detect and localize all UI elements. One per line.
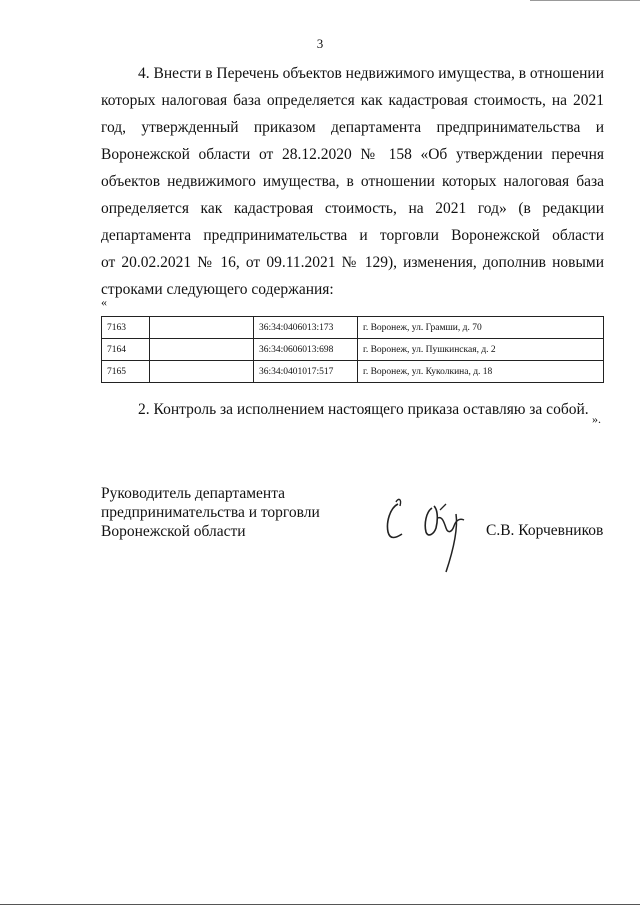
paragraph-line: Воронежской области от 28.12.2020 № 158 «Об утверждении перечня bbox=[101, 146, 604, 163]
paragraph-line: объектов недвижимого имущества, в отношении которых налоговая база bbox=[101, 173, 604, 190]
table-cell-blank bbox=[150, 317, 254, 339]
opening-quote: « bbox=[101, 295, 107, 309]
table-cell-cadastral: 36:34:0401017:517 bbox=[254, 361, 358, 383]
paragraph-2: 2. Контроль за исполнением настоящего приказа оставляю за собой. bbox=[138, 401, 589, 418]
table-cell-number: 7165 bbox=[102, 361, 150, 383]
table-cell-number: 7163 bbox=[102, 317, 150, 339]
handwritten-signature bbox=[380, 488, 480, 578]
table-row bbox=[102, 361, 604, 383]
table-cell-cadastral: 36:34:0606013:698 bbox=[254, 339, 358, 361]
paragraph-line: определяется как кадастровая стоимость, на 2021 год» (в редакции bbox=[101, 200, 604, 217]
table-cell-address: г. Воронеж, ул. Куколкина, д. 18 bbox=[358, 361, 604, 383]
position-line: Руководитель департамента bbox=[101, 485, 286, 502]
paragraph-line: год, утвержденный приказом департамента предпринимательства и bbox=[101, 119, 604, 136]
table-row bbox=[102, 317, 604, 339]
table-cell-blank bbox=[150, 361, 254, 383]
table-cell-address: г. Воронеж, ул. Грамши, д. 70 bbox=[358, 317, 604, 339]
position-line: предпринимательства и торговли bbox=[101, 504, 320, 521]
paragraph-4 bbox=[101, 60, 604, 303]
position-line: Воронежской области bbox=[101, 523, 246, 540]
objects-table bbox=[101, 316, 604, 383]
page-number: 3 bbox=[316, 36, 324, 51]
signer-position bbox=[101, 484, 320, 541]
paragraph-line: которых налоговая база определяется как кадастровая стоимость, на 2021 bbox=[101, 92, 604, 109]
paragraph-line: от 20.02.2021 № 16, от 09.11.2021 № 129), изменения, дополнив новыми bbox=[101, 254, 604, 271]
table-cell-address: г. Воронеж, ул. Пушкинская, д. 2 bbox=[358, 339, 604, 361]
signer-name: С.В. Корчевников bbox=[486, 522, 604, 539]
paragraph-line: строками следующего содержания: bbox=[101, 281, 334, 298]
paragraph-line: департамента предпринимательства и торговли Воронежской области bbox=[101, 227, 604, 244]
paragraph-line: 4. Внести в Перечень объектов недвижимого имущества, в отношении bbox=[138, 65, 604, 82]
table-cell-blank bbox=[150, 339, 254, 361]
closing-quote: ». bbox=[592, 412, 601, 426]
table-cell-number: 7164 bbox=[102, 339, 150, 361]
table-row bbox=[102, 339, 604, 361]
table-cell-cadastral: 36:34:0406013:173 bbox=[254, 317, 358, 339]
